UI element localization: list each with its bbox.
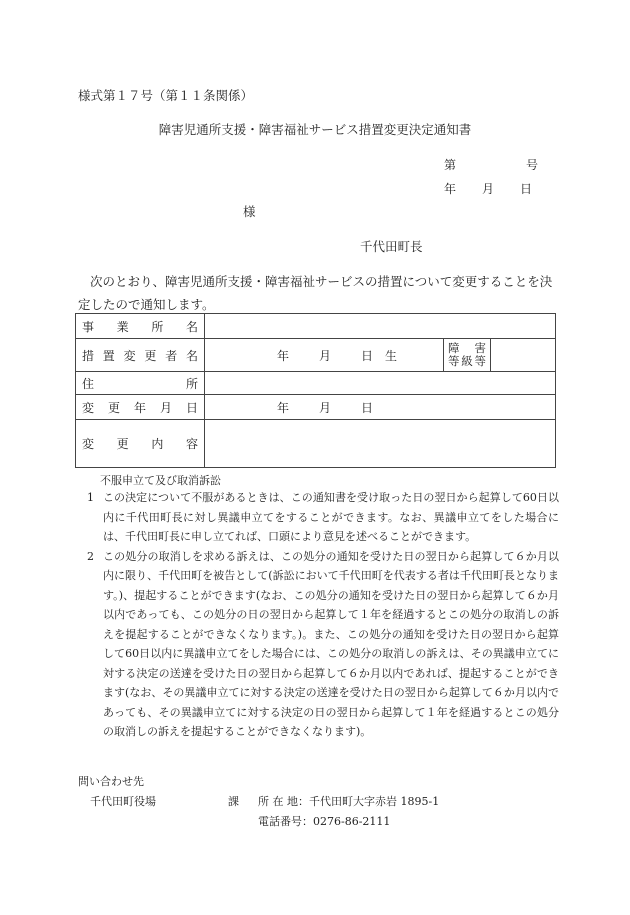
label-char: 等 [474,354,486,368]
label-char: 更 [107,400,120,415]
note-number: 1 [87,491,94,504]
notice-form-table [75,313,556,468]
change-date-field[interactable] [205,395,556,420]
note-text: この決定について不服があるときは、この通知書を受け取った日の翌日から起算して60日以内に千代田町長に対し異議申立てをすることができます。なお、異議申立てをした場合には、千代田町長に申し立てれば、口頭により意見を述べることができます。 [103,491,559,543]
label-char: 害 [474,341,486,355]
appeal-notes [87,488,559,742]
appeal-heading: 不服申立て及び取消訴訟 [100,474,221,487]
note-item [87,488,559,547]
address-value[interactable] [205,372,556,395]
row-change-date [76,395,556,420]
row-address [76,372,556,395]
row-person [76,339,556,372]
number-suffix: 号 [526,158,539,172]
change-content-value[interactable] [205,420,556,468]
label-char: 容 [185,437,198,451]
office-name-value[interactable] [205,314,556,339]
row-office [76,314,556,339]
label-char: 変 [82,437,95,451]
label-char: 所 [151,319,164,334]
birth-day: 日 [361,348,374,363]
addressee-suffix: 様 [243,204,256,219]
issue-month: 月 [482,182,495,196]
issue-date-line [444,180,532,197]
note-item [87,547,559,742]
contact-office: 千代田町役場 [90,795,156,808]
label-char: 更 [144,348,157,363]
birth-month: 月 [319,348,332,363]
issue-day: 日 [520,182,533,196]
change-year: 年 [277,400,290,415]
changed-person-label [76,339,205,372]
label-char: 住 [82,376,95,391]
birth-suffix: 生 [385,348,398,363]
label-char: 内 [151,437,164,451]
label-char: 変 [82,400,95,415]
label-char: 級 [461,354,473,368]
form-number: 様式第１７号（第１１条関係） [78,88,254,103]
label-char: 等 [448,354,460,368]
contact-phone: 電話番号：0276-86-2111 [258,815,391,828]
label-char: 置 [102,348,115,363]
birth-year: 年 [277,348,290,363]
contact-heading: 問い合わせ先 [78,775,144,788]
contact-address: 所 在 地：千代田町大字赤岩 1895-1 [258,795,440,808]
label-char: 名 [185,319,198,334]
label-char: 月 [159,400,172,415]
change-month: 月 [319,400,332,415]
label-char: 更 [116,437,129,451]
office-name-label [76,314,205,339]
contact-section: 課 [228,795,239,808]
address-label [76,372,205,395]
label-char: 事 [82,319,95,334]
label-char: 業 [116,319,129,334]
row-content [76,420,556,468]
label-char: 名 [185,348,198,363]
label-char: 措 [82,348,95,363]
label-char: 者 [165,348,178,363]
change-content-label [76,420,205,468]
label-char: 年 [133,400,146,415]
label-char: 所 [185,376,198,391]
disability-grade-label [444,339,491,372]
note-number: 2 [87,549,94,563]
document-title: 障害児通所支援・障害福祉サービス措置変更決定通知書 [158,122,472,137]
document-number-line [444,156,538,173]
label-char: 日 [185,400,198,415]
change-date-label [76,395,205,420]
label-char: 障 [448,341,460,355]
birth-date-field[interactable] [205,339,444,372]
intro-paragraph: 次のとおり、障害児通所支援・障害福祉サービスの措置について変更することを決定したので通知します。 [78,274,553,312]
note-text: この処分の取消しを求める訴えは、この処分の通知を受けた日の翌日から起算して６か月以内に限り、千代田町を被告として(訴訟において千代田町を代表する者は千代田町長となります。)、提起することができます(なお、この処分の通知を受けた日の翌日から起算して６か月以内であっても、この処分の日の翌日から起算して１年を経過するとこの処分の取消しの訴えを提起することができなくなります。)。また、この処分の通知を受けた日の翌日から起算して60日以内に異議申立てをした場合には、この処分の取消しの訴えは、その異議申立てに対する決定の送達を受けた日の翌日から起算して６か月以内であれば、提起することができます(なお、その異議申立てに対する決定の送達を受けた日の翌日から起算して６か月以内であっても、その異議申立てに対する決定の日の翌日から起算して１年を経過するとこの処分の取消しの訴えを提起することができなくなります)。 [103,549,559,738]
number-prefix: 第 [444,158,457,172]
issuer-name: 千代田町長 [360,239,423,254]
change-day: 日 [361,400,374,415]
label-char: 変 [123,348,136,363]
disability-grade-value[interactable] [491,339,556,372]
issue-year: 年 [444,182,457,196]
